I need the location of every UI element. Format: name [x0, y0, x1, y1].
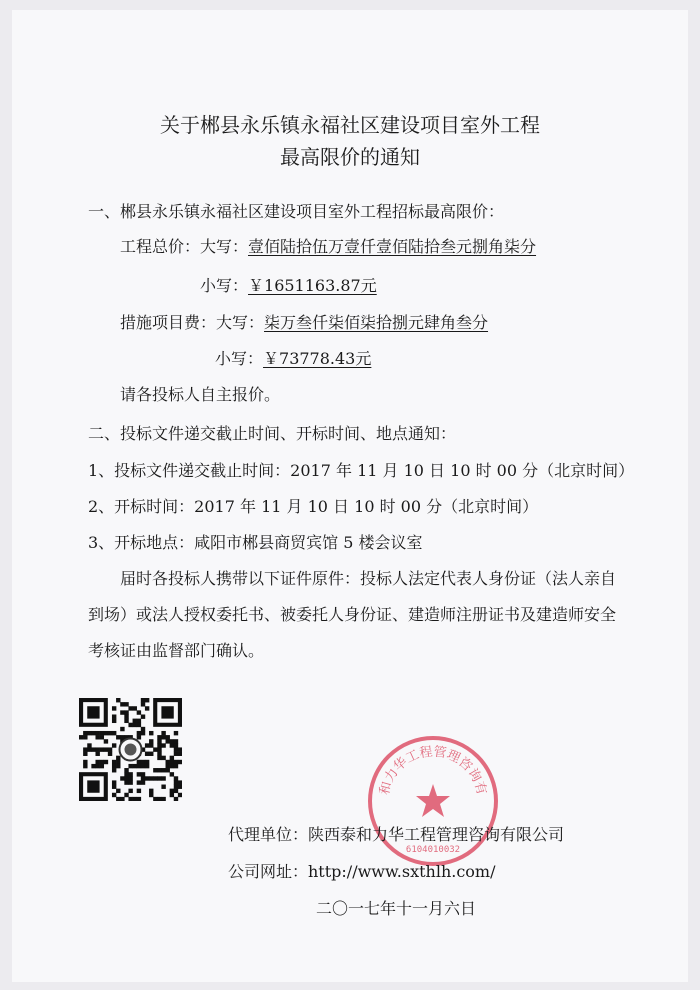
title-line-1: 关于郴县永乐镇永福社区建设项目室外工程: [160, 113, 540, 137]
total-price-row: [120, 237, 536, 257]
title-line-2: 最高限价的通知: [280, 145, 420, 169]
requirements-line-3: 考核证由监督部门确认。: [88, 641, 265, 660]
requirements-line-1: 届时各投标人携带以下证件原件：投标人法定代表人身份证（法人亲自: [120, 569, 617, 588]
item-opening-location: 3、开标地点：咸阳市郴县商贸宾馆 5 楼会议室: [88, 533, 423, 552]
section-2-heading: 二、投标文件递交截止时间、开标时间、地点通知：: [88, 424, 457, 443]
section-1-heading: 一、郴县永乐镇永福社区建设项目室外工程招标最高限价：: [88, 202, 505, 221]
company-seal: [366, 734, 500, 868]
svg-text:6104010032: 6104010032: [405, 845, 461, 855]
item-opening-time: 2、开标时间：2017 年 11 月 10 日 10 时 00 分（北京时间）: [88, 497, 539, 516]
measure-small-label: 小写：: [215, 349, 264, 368]
total-small-label: 小写：: [200, 276, 249, 295]
qr-code-icon: [79, 698, 182, 801]
svg-text:陕西泰和力华工程管理咨询有限公司: 和力华工程管理咨询有: [377, 744, 489, 797]
website-line: 公司网址：http://www.sxthlh.com/: [228, 862, 496, 881]
total-small-row: [200, 276, 377, 296]
measure-small-row: [215, 349, 371, 369]
total-price-label: 工程总价：大写：: [120, 237, 249, 256]
measure-fee-row: [120, 313, 488, 333]
requirements-line-2: 到场）或法人授权委托书、被委托人身份证、建造师注册证书及建造师安全: [88, 605, 617, 624]
measure-fee-label: 措施项目费：大写：: [120, 313, 265, 332]
document-date: 二〇一七年十一月六日: [316, 899, 477, 918]
total-small-value: ￥1651163.87元: [248, 276, 377, 295]
total-price-upper: 壹佰陆拾伍万壹仟壹佰陆拾叁元捌角柒分: [248, 237, 537, 256]
agent-line: 代理单位：陕西泰和力华工程管理咨询有限公司: [228, 825, 565, 844]
item-deadline: 1、投标文件递交截止时间：2017 年 11 月 10 日 10 时 00 分（北京时间）: [88, 461, 635, 480]
measure-fee-upper: 柒万叁仟柒佰柒拾捌元肆角叁分: [264, 313, 489, 332]
measure-small-value: ￥73778.43元: [263, 349, 372, 368]
self-quote-note: 请各投标人自主报价。: [120, 385, 281, 404]
